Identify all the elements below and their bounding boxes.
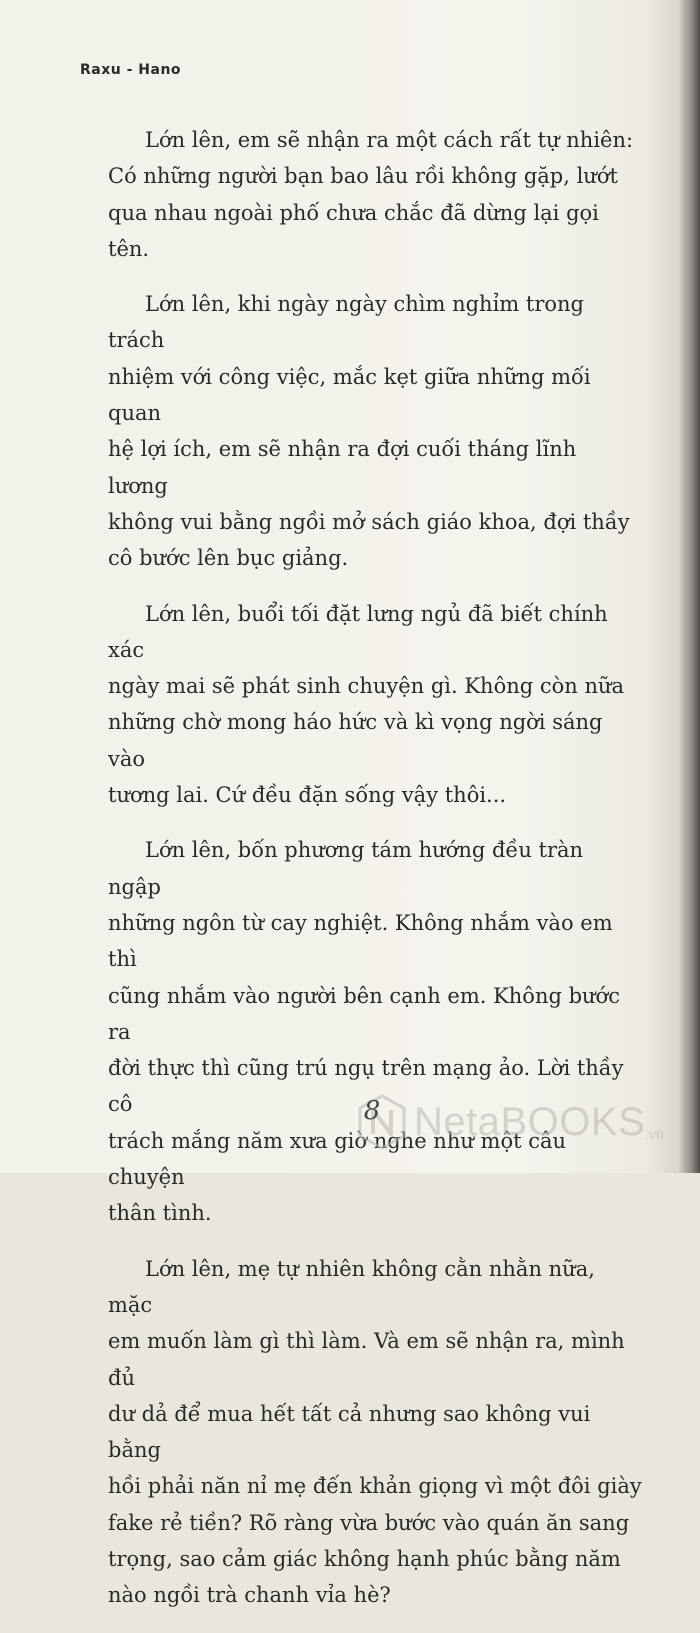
text-line: trách mắng năm xưa giờ nghe như một câu chuyện <box>108 1128 567 1190</box>
text-line: fake rẻ tiền? Rõ ràng vừa bước vào quán ăn sang <box>108 1510 630 1535</box>
text-line: Lớn lên, bốn phương tám hướng đều tràn ngập <box>108 838 584 899</box>
text-line: nào ngồi trà chanh vỉa hè? <box>108 1583 391 1608</box>
watermark <box>356 1094 664 1150</box>
text-line: không vui bằng ngồi mở sách giáo khoa, đợi thầy <box>108 509 630 534</box>
paragraph <box>108 1251 642 1614</box>
text-line: Lớn lên, mẹ tự nhiên không cằn nhằn nữa, mặc <box>108 1256 595 1317</box>
page-number: 8 <box>363 1096 381 1126</box>
running-header: Raxu - Hano <box>80 62 182 78</box>
page-body <box>108 122 642 1633</box>
text-line: cũng nhắm vào người bên cạnh em. Không bước ra <box>108 983 620 1044</box>
watermark-suffix: .vn <box>645 1126 664 1142</box>
text-line: em muốn làm gì thì làm. Và em sẽ nhận ra, mình đủ <box>108 1329 625 1390</box>
text-line: những ngôn từ cay nghiệt. Không nhắm vào em thì <box>108 910 613 972</box>
paragraph <box>108 122 642 267</box>
text-line: Lớn lên, khi ngày ngày chìm nghỉm trong trách <box>108 292 584 353</box>
text-line: trọng, sao cảm giác không hạnh phúc bằng năm <box>108 1546 621 1571</box>
text-line: hệ lợi ích, em sẽ nhận ra đợi cuối tháng lĩnh lương <box>108 437 577 498</box>
paragraph <box>108 832 642 1231</box>
text-line: những chờ mong háo hức và kì vọng ngời sáng vào <box>108 710 603 771</box>
text-line: Có những người bạn bao lâu rồi không gặp, lướt <box>108 164 618 189</box>
watermark-text: NetaBOOKS <box>414 1099 646 1144</box>
text-line: Lớn lên, em sẽ nhận ra một cách rất tự nhiên: <box>145 128 634 152</box>
text-line: nhiệm với công việc, mắc kẹt giữa những mối quan <box>108 364 591 426</box>
text-line: đời thực thì cũng trú ngụ trên mạng ảo. Lời thầy cô <box>108 1056 624 1117</box>
paragraph <box>108 596 642 814</box>
paragraph <box>108 286 642 576</box>
text-line: qua nhau ngoài phố chưa chắc đã dừng lại gọi tên. <box>108 200 599 261</box>
text-line: hồi phải năn nỉ mẹ đến khản giọng vì một đôi giày <box>108 1474 642 1499</box>
text-line: tương lai. Cứ đều đặn sống vậy thôi... <box>108 783 507 808</box>
text-line: thân tình. <box>108 1201 212 1226</box>
text-line: cô bước lên bục giảng. <box>108 546 349 571</box>
text-line: Lớn lên, buổi tối đặt lưng ngủ đã biết chính xác <box>108 601 608 662</box>
text-line: ngày mai sẽ phát sinh chuyện gì. Không còn nữa <box>108 674 625 699</box>
text-line: dư dả để mua hết tất cả nhưng sao không vui bằng <box>108 1401 591 1463</box>
